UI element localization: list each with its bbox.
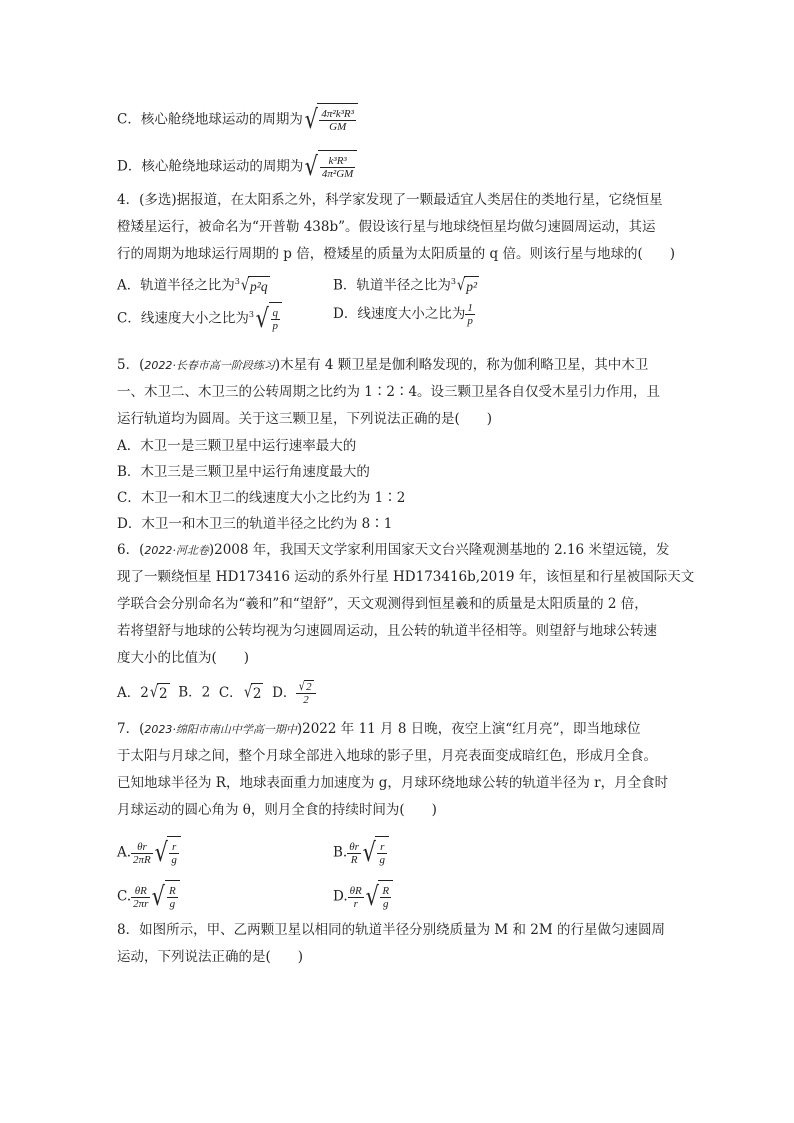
q4-stem-line-1: 4．(多选)据报道，在太阳系之外，科学家发现了一颗最适宜人类居住的类地行星，它绕恒星: [117, 192, 663, 208]
stem-text: )木星有 4 颗卫星是伽利略发现的，称为伽利略卫星，其中木卫: [274, 357, 649, 373]
q8-stem-line-2: 运动，下列说法正确的是( ): [117, 949, 304, 965]
sqrt-expression: √ $\frac{r}{g}$: [361, 836, 389, 870]
fraction-numerator: 4π²k³R³: [321, 108, 354, 120]
q6-stem-line-2: 现了一颗绕恒星 HD173416 运动的系外行星 HD173416b,2019 年，该恒星和行星被国际天文: [117, 569, 695, 585]
fraction-numerator: R: [382, 885, 390, 897]
q5-option-b[interactable]: B．木卫三是三颗卫星中运行角速度最大的: [117, 464, 370, 480]
fraction: [347, 841, 361, 866]
fraction-numerator: θR: [134, 884, 147, 897]
option-label: C．: [218, 684, 243, 701]
question-source: 2022·河北卷: [144, 544, 209, 557]
fraction-denominator: g: [171, 854, 177, 866]
option-label: D．: [272, 684, 297, 701]
question-prefix: 5．(: [117, 357, 145, 373]
q5-stem-line-1: [117, 355, 648, 376]
q3-option-c[interactable]: [117, 103, 358, 137]
question-prefix: 7．(: [117, 721, 145, 737]
cube-root-expression: √ $\frac{q}{p}$: [254, 302, 282, 336]
fraction-denominator: p: [272, 320, 279, 332]
fraction-denominator: g: [380, 897, 391, 910]
q5-stem-line-2: 一、木卫二、木卫三的公转周期之比约为 1∶2∶4。设三颗卫星各自仅受木星引力作用，且: [117, 384, 661, 400]
sqrt-expression: √ $\frac{R}{g}$: [364, 880, 393, 914]
q7-stem-line-1: [117, 719, 641, 740]
q5-stem-line-3: 运行轨道均为圆周。关于这三颗卫星，下列说法正确的是( ): [117, 411, 493, 427]
fraction-numerator: θr: [137, 840, 147, 853]
q7-stem-line-2: 于太阳与月球之间，整个月球全部进入地球的影子里，月亮表面变成暗红色，形成月全食。: [117, 748, 657, 764]
sqrt-expression: √ $\frac{\text{4π²k³R³}}{GM}$: [303, 103, 358, 137]
q7-option-a[interactable]: [117, 836, 181, 870]
q4-option-a[interactable]: [117, 272, 270, 297]
option-label: C．核心舱绕地球运动的周期为: [117, 111, 303, 128]
fraction-denominator: p: [467, 315, 473, 327]
q6-stem-line-4: 若将望舒与地球的公转均视为匀速圆周运动，且公转的轨道半径相等。则望舒与地球公转速: [117, 623, 657, 639]
radicand: 2: [157, 683, 170, 704]
fraction-numerator: r: [171, 841, 177, 853]
q4-option-d[interactable]: [333, 302, 475, 327]
option-label: C.: [117, 888, 132, 905]
root-index: 3: [450, 277, 457, 286]
fraction-denominator: 2πr: [133, 897, 149, 910]
option-label: A.: [117, 844, 132, 861]
q6-stem-line-3: 学联合会分别命名为“羲和”和“望舒”，天文观测得到恒星羲和的质量是太阳质量的 2 倍，: [117, 596, 648, 612]
question-prefix: 6．(: [117, 542, 145, 558]
q4-option-b[interactable]: [333, 272, 479, 297]
fraction: [348, 885, 364, 910]
sqrt-expression: √ 2: [299, 679, 312, 693]
fraction-denominator: r: [348, 897, 364, 910]
root-index: 3: [248, 310, 254, 319]
fraction: [296, 680, 315, 706]
q6-option-c[interactable]: [218, 681, 264, 702]
q6-options: [117, 680, 316, 706]
option-label: B.: [333, 844, 348, 861]
q6-option-a[interactable]: [117, 681, 170, 702]
root-index: 3: [234, 277, 240, 286]
fraction-denominator: 2: [296, 693, 315, 706]
fraction-numerator: 1: [467, 302, 473, 314]
fraction: [131, 841, 153, 866]
radicand: 2: [251, 683, 264, 704]
radicand: p²q: [248, 276, 270, 297]
q3-option-d[interactable]: [117, 150, 357, 184]
radicand: p²: [464, 276, 479, 297]
q7-stem-line-4: 月球运动的圆心角为 θ，则月全食的持续时间为( ): [117, 802, 437, 818]
q5-option-d[interactable]: D．木卫一和木卫三的轨道半径之比约为 8∶1: [117, 516, 393, 532]
fraction-denominator: 2πR: [133, 853, 151, 866]
option-label: D．线速度大小之比为: [333, 306, 466, 322]
fraction-numerator: q: [272, 307, 279, 319]
fraction: [131, 885, 150, 910]
question-source: 2023·绵阳市南山中学高一期中: [144, 723, 297, 736]
option-label: A．2: [117, 684, 149, 701]
cube-root-expression: √ p²: [456, 276, 479, 297]
fraction-numerator: θR: [349, 884, 362, 897]
q5-option-c[interactable]: C．木卫一和木卫二的线速度大小之比约为 1∶2: [117, 490, 406, 506]
fraction-denominator: g: [167, 897, 178, 910]
fraction-denominator: g: [379, 854, 385, 866]
fraction-numerator: r: [380, 841, 385, 853]
sqrt-expression: √ $\frac{R}{g}$: [150, 880, 179, 914]
q4-stem-line-3: 行的周期为地球运行周期的 p 倍，橙矮星的质量为太阳质量的 q 倍。则该行星与地球的( ): [117, 246, 675, 262]
fraction-denominator: GM: [319, 120, 356, 133]
sqrt-expression: √ $\frac{\text{k³R³}}{\text{4π²GM}}$: [303, 150, 357, 184]
q7-option-d[interactable]: [333, 880, 393, 914]
sqrt-expression: √ $\frac{r}{g}$: [153, 836, 181, 870]
fraction-denominator: R: [347, 853, 361, 866]
cube-root-expression: √ p²q: [240, 276, 270, 297]
stem-text: )2022 年 11 月 8 日晚，夜空上演“红月亮”，即当地球位: [296, 721, 641, 737]
q6-option-b[interactable]: B．2: [178, 684, 211, 701]
q7-option-b[interactable]: [333, 836, 389, 870]
q8-stem-line-1: 8．如图所示，甲、乙两颗卫星以相同的轨道半径分别绕质量为 M 和 2M 的行星做匀速圆周: [117, 922, 665, 938]
option-label: D．核心舱绕地球运动的周期为: [117, 158, 304, 175]
option-label: A．轨道半径之比为: [117, 277, 235, 294]
option-label: C．线速度大小之比为: [117, 310, 249, 327]
fraction-numerator: k³R³: [328, 155, 347, 167]
q4-stem-line-2: 橙矮星运行，被命名为“开普勒 438b”。假设该行星与地球绕恒星均做匀速圆周运动，其运: [117, 219, 656, 235]
fraction: [465, 302, 475, 327]
fraction-numerator: θr: [349, 840, 359, 853]
fraction-numerator: R: [169, 885, 176, 897]
option-label: D.: [333, 888, 348, 905]
q6-stem-line-5: 度大小的比值为( ): [117, 650, 250, 666]
q6-option-d[interactable]: [272, 679, 315, 706]
sqrt-expression: √ 2: [243, 681, 262, 702]
question-source: 2022·长春市高一阶段练习: [144, 359, 275, 372]
q7-option-c[interactable]: [117, 880, 180, 914]
option-label: B．轨道半径之比为: [333, 277, 451, 294]
q7-stem-line-3: 已知地球半径为 R，地球表面重力加速度为 g，月球环绕地球公转的轨道半径为 r，月全食时: [117, 775, 669, 791]
sqrt-expression: √ 2: [149, 681, 168, 702]
radicand: 2: [306, 681, 312, 693]
fraction-denominator: 4π²GM: [321, 168, 354, 180]
q4-option-c[interactable]: [117, 302, 282, 336]
q5-option-a[interactable]: A．木卫一是三颗卫星中运行速率最大的: [117, 438, 357, 454]
q6-stem-line-1: [117, 540, 669, 561]
stem-text: )2008 年，我国天文学家利用国家天文台兴隆观测基地的 2.16 米望远镜，发: [208, 542, 670, 558]
